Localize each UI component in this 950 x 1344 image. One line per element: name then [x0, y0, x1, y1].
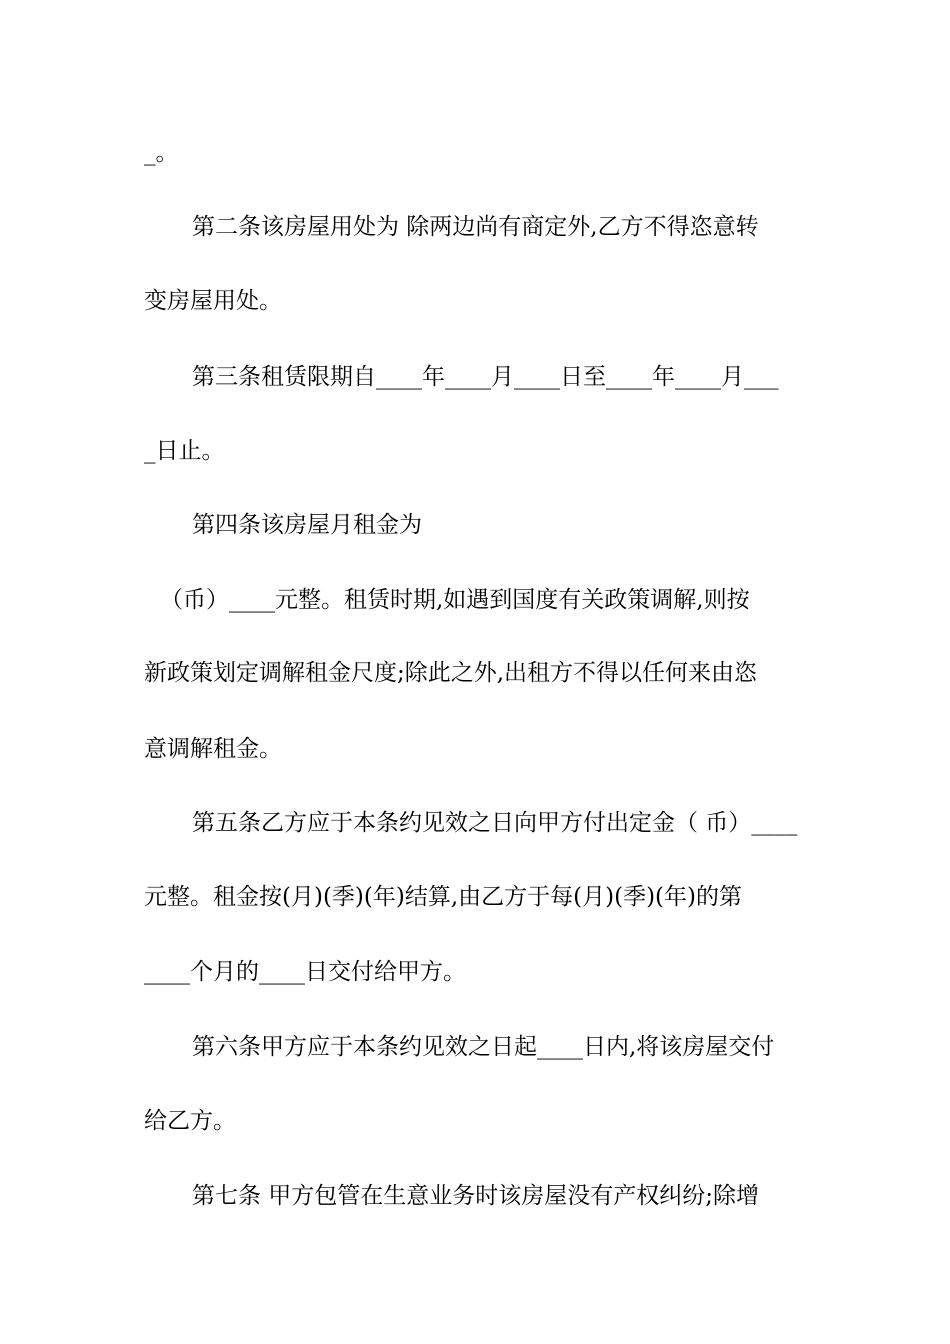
text-line: _日止。 [144, 438, 225, 464]
article-5-line: 第五条乙方应于本条约见效之日向甲方付出定金（ 币）____ [192, 810, 798, 836]
text-line: 意调解租金。 [144, 736, 282, 762]
text-line: （币）____元整。租赁时期,如遇到国度有关政策调解,则按 [160, 587, 750, 613]
text-line: 元整。租金按(月)(季)(年)结算,由乙方于每(月)(季)(年)的第 [144, 884, 742, 910]
text-line: 给乙方。 [144, 1108, 236, 1134]
article-3-line: 第三条租赁限期自____年____月____日至____年____月___ [192, 364, 779, 390]
text-line: 新政策划定调解租金尺度;除此之外,出租方不得以任何来由恣 [144, 660, 758, 686]
article-6-line: 第六条甲方应于本条约见效之日起____日内,将该房屋交付 [192, 1034, 775, 1060]
article-7-line: 第七条 甲方包管在生意业务时该房屋没有产权纠纷;除增 [192, 1183, 760, 1209]
text-line: ____个月的____日交付给甲方。 [144, 959, 466, 985]
article-2-line: 第二条该房屋用处为 除两边尚有商定外,乙方不得恣意转 [192, 214, 759, 240]
text-line: _。 [144, 140, 179, 166]
article-4-line: 第四条该房屋月租金为 [192, 512, 422, 538]
text-line: 变房屋用处。 [144, 288, 282, 314]
